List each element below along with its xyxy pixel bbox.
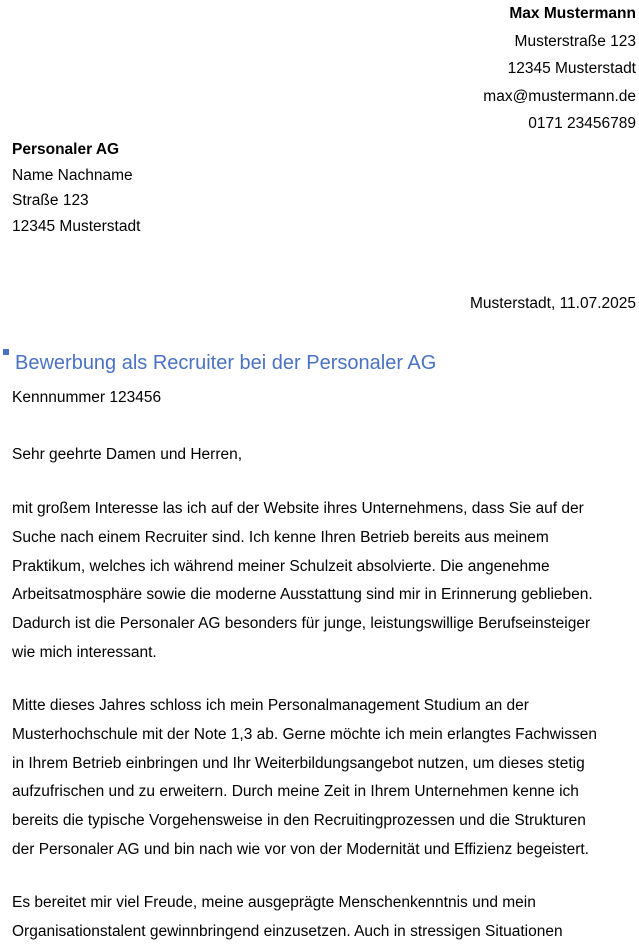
body-paragraph-3 xyxy=(12,889,637,947)
recipient-street: Straße 123 xyxy=(12,192,89,209)
paragraph-line: Praktikum, welches ich während meiner Schulzeit absolvierte. Die angenehme xyxy=(12,557,550,575)
paragraph-line: Arbeitsatmosphäre sowie die moderne Ausstattung sind mir in Erinnerung geblieben. xyxy=(12,586,593,604)
salutation: Sehr geehrte Damen und Herren, xyxy=(12,446,243,463)
recipient-city: 12345 Musterstadt xyxy=(12,217,141,235)
paragraph-line: Es bereitet mir viel Freude, meine ausgeprägte Menschenkenntnis und mein xyxy=(12,894,536,911)
recipient-company: Personaler AG xyxy=(12,141,120,158)
sender-email: max@mustermann.de xyxy=(483,87,636,105)
paragraph-line: der Personaler AG und bin nach wie vor von der Modernität und Effizienz begeistert. xyxy=(12,840,589,858)
paragraph-line: Suche nach einem Recruiter sind. Ich kenne Ihren Betrieb bereits aus meinem xyxy=(12,528,549,546)
sender-address-block xyxy=(483,0,636,138)
body-paragraph-1 xyxy=(12,495,637,668)
paragraph-line: mit großem Interesse las ich auf der Website ihres Unternehmens, dass Sie auf der xyxy=(12,500,584,517)
recipient-address-block xyxy=(12,137,140,239)
paragraph-line: Dadurch ist die Personaler AG besonders für junge, leistungswillige Berufseinsteiger xyxy=(12,615,591,633)
body-paragraph-2 xyxy=(12,692,637,865)
paragraph-line: Organisationstalent gewinnbringend einzusetzen. Auch in stressigen Situationen xyxy=(12,922,563,940)
sender-city: 12345 Musterstadt xyxy=(507,60,636,77)
paragraph-line: Mitte dieses Jahres schloss ich mein Personalmanagement Studium an der xyxy=(12,697,529,714)
sender-street: Musterstraße 123 xyxy=(514,32,636,50)
recipient-contact: Name Nachname xyxy=(12,166,133,184)
sender-phone: 0171 23456789 xyxy=(528,115,636,132)
paragraph-line: wie mich interessant. xyxy=(12,643,157,661)
paragraph-line: Musterhochschule mit der Note 1,3 ab. Gerne möchte ich mein erlangtes Fachwissen xyxy=(12,725,597,743)
letter-date: Musterstadt, 11.07.2025 xyxy=(469,295,636,312)
paragraph-line: bereits die typische Vorgehensweise in den Recruitingprozessen und die Strukturen xyxy=(12,812,586,830)
sender-name: Max Mustermann xyxy=(509,5,636,22)
reference-number: Kennnummer 123456 xyxy=(12,389,162,406)
letter-subject: Bewerbung als Recruiter bei der Personaler AG xyxy=(15,352,437,374)
paragraph-line: in Ihrem Betrieb einbringen und Ihr Weiterbildungsangebot nutzen, um dieses stetig xyxy=(12,754,585,772)
subject-marker-icon xyxy=(3,349,9,355)
paragraph-line: aufzufrischen und zu erweitern. Durch meine Zeit in Ihrem Unternehmen kenne ich xyxy=(12,783,579,801)
